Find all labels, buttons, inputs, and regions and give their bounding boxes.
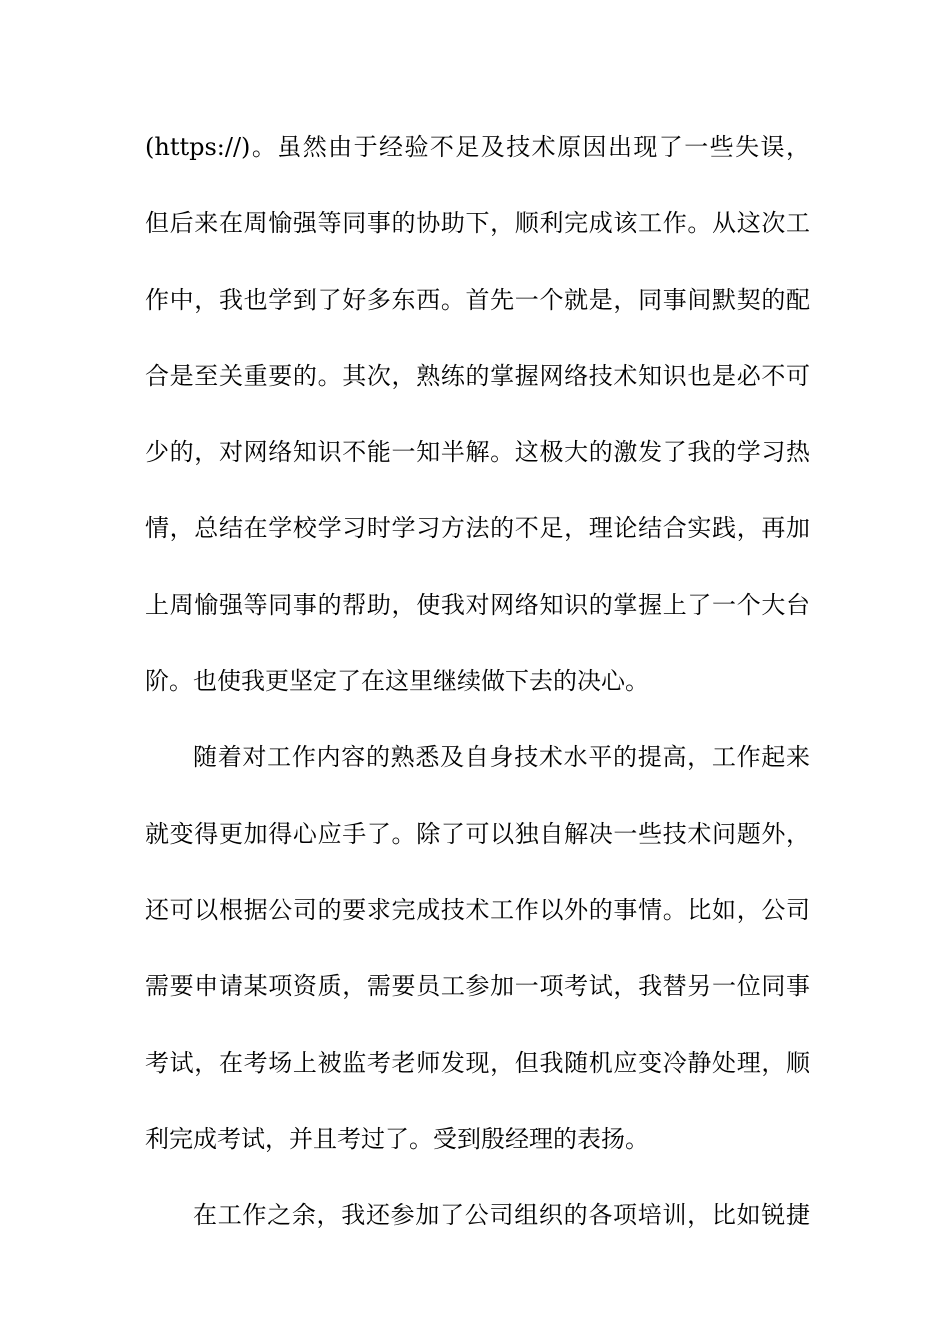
text-line: (https://)。虽然由于经验不足及技术原因出现了一些失误， <box>145 133 810 161</box>
text-line: 需要申请某项资质，需要员工参加一项考试，我替另一位同事 <box>145 972 810 1001</box>
text-line: 少的，对网络知识不能一知半解。这极大的激发了我的学习热 <box>145 438 810 467</box>
text-line: 合是至关重要的。其次，熟练的掌握网络技术知识也是必不可 <box>145 361 810 390</box>
text-line: 作中，我也学到了好多东西。首先一个就是，同事间默契的配 <box>145 285 810 314</box>
body-text <box>145 128 810 1272</box>
text-line: 还可以根据公司的要求完成技术工作以外的事情。比如，公司 <box>145 895 810 924</box>
text-line: 情，总结在学校学习时学习方法的不足，理论结合实践，再加 <box>145 514 810 543</box>
text-line: 利完成考试，并且考过了。受到殷经理的表扬。 <box>145 1124 649 1153</box>
text-line: 就变得更加得心应手了。除了可以独自解决一些技术问题外， <box>145 819 810 848</box>
text-line: 上周愉强等同事的帮助，使我对网络知识的掌握上了一个大台 <box>145 590 810 619</box>
text-line: 但后来在周愉强等同事的协助下，顺利完成该工作。从这次工 <box>145 209 810 238</box>
text-line: 阶。也使我更坚定了在这里继续做下去的决心。 <box>145 667 649 696</box>
text-line: 考试，在考场上被监考老师发现，但我随机应变冷静处理，顺 <box>145 1048 810 1077</box>
paragraph-first-line: 在工作之余，我还参加了公司组织的各项培训，比如锐捷 <box>193 1201 810 1230</box>
paragraph-first-line: 随着对工作内容的熟悉及自身技术水平的提高，工作起来 <box>193 743 810 772</box>
